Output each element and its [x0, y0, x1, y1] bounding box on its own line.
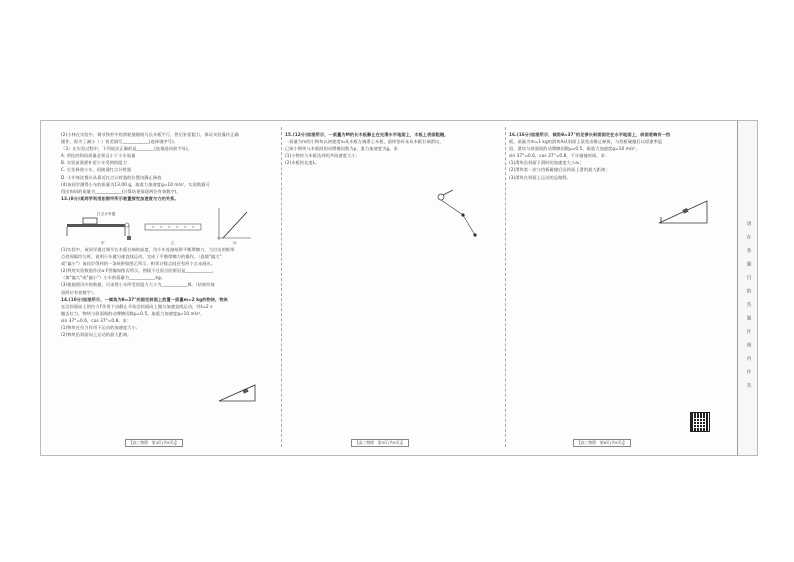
question-16-heading: 16.(16分)如图所示，倾角θ=37°的足够长斜面固定在水平地面上，斜面底端有一挡: [509, 132, 671, 137]
text-line: (2)滑块第一次与挡板碰撞后沿斜面上滑的最大距离；: [509, 167, 610, 173]
text-line: 已知小物块与木板间的动摩擦因数为μ，重力加速度为g。求：: [285, 146, 402, 152]
text-line: 点迹间隔均匀时，说明小车做匀速直线运动，完成了平衡摩擦力的操作。（选填"偏大": [61, 254, 222, 260]
text-line: （3）在实验过程中，下列说法正确的是________(选填选项前字母)。: [61, 146, 192, 152]
question-14-heading: 14.(10分)如图所示，一倾角为θ=37°的固定斜面上放置一质量m=2 kg的物块，物块: [61, 296, 228, 302]
answer-strip: [737, 121, 758, 455]
text-line: 得出钩码的质量为____________(计算结果保留两位有效数字)。: [61, 188, 181, 194]
text-line: (2)利用实验数据作出a-F图像如图丙所示，图线不过原点的原因是____________，: [61, 268, 217, 274]
text-line: 撤去拉力，物块与斜面间的动摩擦因数μ=0.5，取重力加速度g=10 m/s²，: [61, 310, 205, 316]
text-line: (1)物块在拉力作用下运动的加速度大小；: [61, 324, 141, 330]
text-line: C. 应先释放小车，再接通打点计时器: [61, 167, 132, 173]
text-line: sin 37°=0.6，cos 37°=0.8。求：: [61, 317, 132, 323]
text-line: 回，滑块与斜面间的动摩擦因数μ=0.5，取重力加速度g=10 m/s²，: [509, 146, 640, 152]
text-line: (2)小林在实验中，调节铁杆中的滑轮使细线与长木板平行，然后补偿阻力，保证实验操作正确: [61, 132, 239, 137]
right-page-column: [509, 131, 725, 181]
text-line: A. 所挂的钩码质量必须远小于小车质量: [61, 153, 136, 159]
page-footer: 【高三物理 第4页(共6页)】: [125, 439, 183, 447]
middle-page-column: [285, 131, 503, 166]
text-line: （填"偏大"或"偏小"）小车的质量为____________kg。: [61, 275, 166, 281]
page-footer: 【高三物理 第6页(共6页)】: [573, 439, 631, 447]
pendulum-figure: [433, 187, 483, 237]
figure-label: 乙: [171, 240, 175, 245]
text-line: 在沿斜面向上的拉力F作用下由静止开始沿斜面向上做匀加速直线运动，经t=2 s: [61, 303, 213, 309]
qr-code-icon: [691, 413, 709, 431]
experiment-figures: [61, 202, 279, 246]
incline-figure-16: [657, 199, 709, 225]
text-line: 一质量为m的小物块以初速度v₀从木板左端滑上木板，最终恰好未从木板右端滑出，: [285, 139, 444, 145]
left-page-column: [61, 131, 279, 338]
text-line: 操作，即为了减小（ ）误差填写____________(选择填序号)。: [61, 139, 178, 145]
page-footer: 【高三物理 第5页(共6页)】: [351, 439, 409, 447]
text-line: 留两位有效数字）。: [61, 289, 98, 295]
page-divider: [505, 127, 506, 447]
exam-sheet: [40, 120, 758, 456]
text-line: (2)木板的长度L。: [285, 160, 320, 166]
incline-figure-14: [217, 383, 257, 403]
figure-label: 打点计时器: [97, 211, 116, 216]
text-line: 板，质量为m=1 kg的滑块A从斜面上某处由静止释放，与挡板碰撞后以原速率返: [509, 139, 663, 145]
text-line: (3)滑块在斜面上运动的总路程。: [509, 174, 571, 180]
text-line: (4)该同学测得小车的质量为13.00 g，取重力加速度g=10 m/s²，实验数据可: [61, 181, 210, 187]
side-instruction: 请在各题目的答题区域内作答: [746, 221, 751, 397]
question-15-heading: 15.(12分)如图所示，一质量为M的长木板静止在光滑水平地面上，木板上表面粗糙，: [285, 132, 449, 137]
text-line: D. 小车每次都应从靠近打点计时器的位置由静止释放: [61, 174, 162, 180]
text-line: (1)小物块与木板达到的共同速度大小；: [285, 153, 360, 159]
question-13-heading: 13.(8分)某同学利用如图甲所示装置探究加速度与力的关系。: [61, 195, 179, 201]
text-line: (3)根据图丙中的数据，可求得小车所受的阻力大小为____________N。（结果均保: [61, 282, 215, 288]
figure-label: 甲: [101, 240, 105, 245]
figure-label: 丙: [233, 240, 237, 245]
text-line: (1)实验中，该同学通过调节长木板右端的高度，用小车连接纸带平衡摩擦力，当打出的纸带: [61, 246, 235, 252]
text-line: B. 实验前需要补偿小车受到的阻力: [61, 160, 127, 166]
text-line: 或"偏小"）该同学得到的一条纸带如图乙所示，相邻计数点间还有四个点未画出。: [61, 261, 216, 267]
figure-area: [61, 202, 279, 246]
page-divider: [281, 127, 282, 447]
text-line: (2)物块沿斜面向上运动的最大距离。: [61, 332, 132, 338]
text-line: (1)滑块沿斜面下滑时的加速度大小a₁；: [509, 160, 584, 166]
text-line: sin 37°=0.6，cos 37°=0.8，不计碰撞时间。求：: [509, 153, 610, 159]
